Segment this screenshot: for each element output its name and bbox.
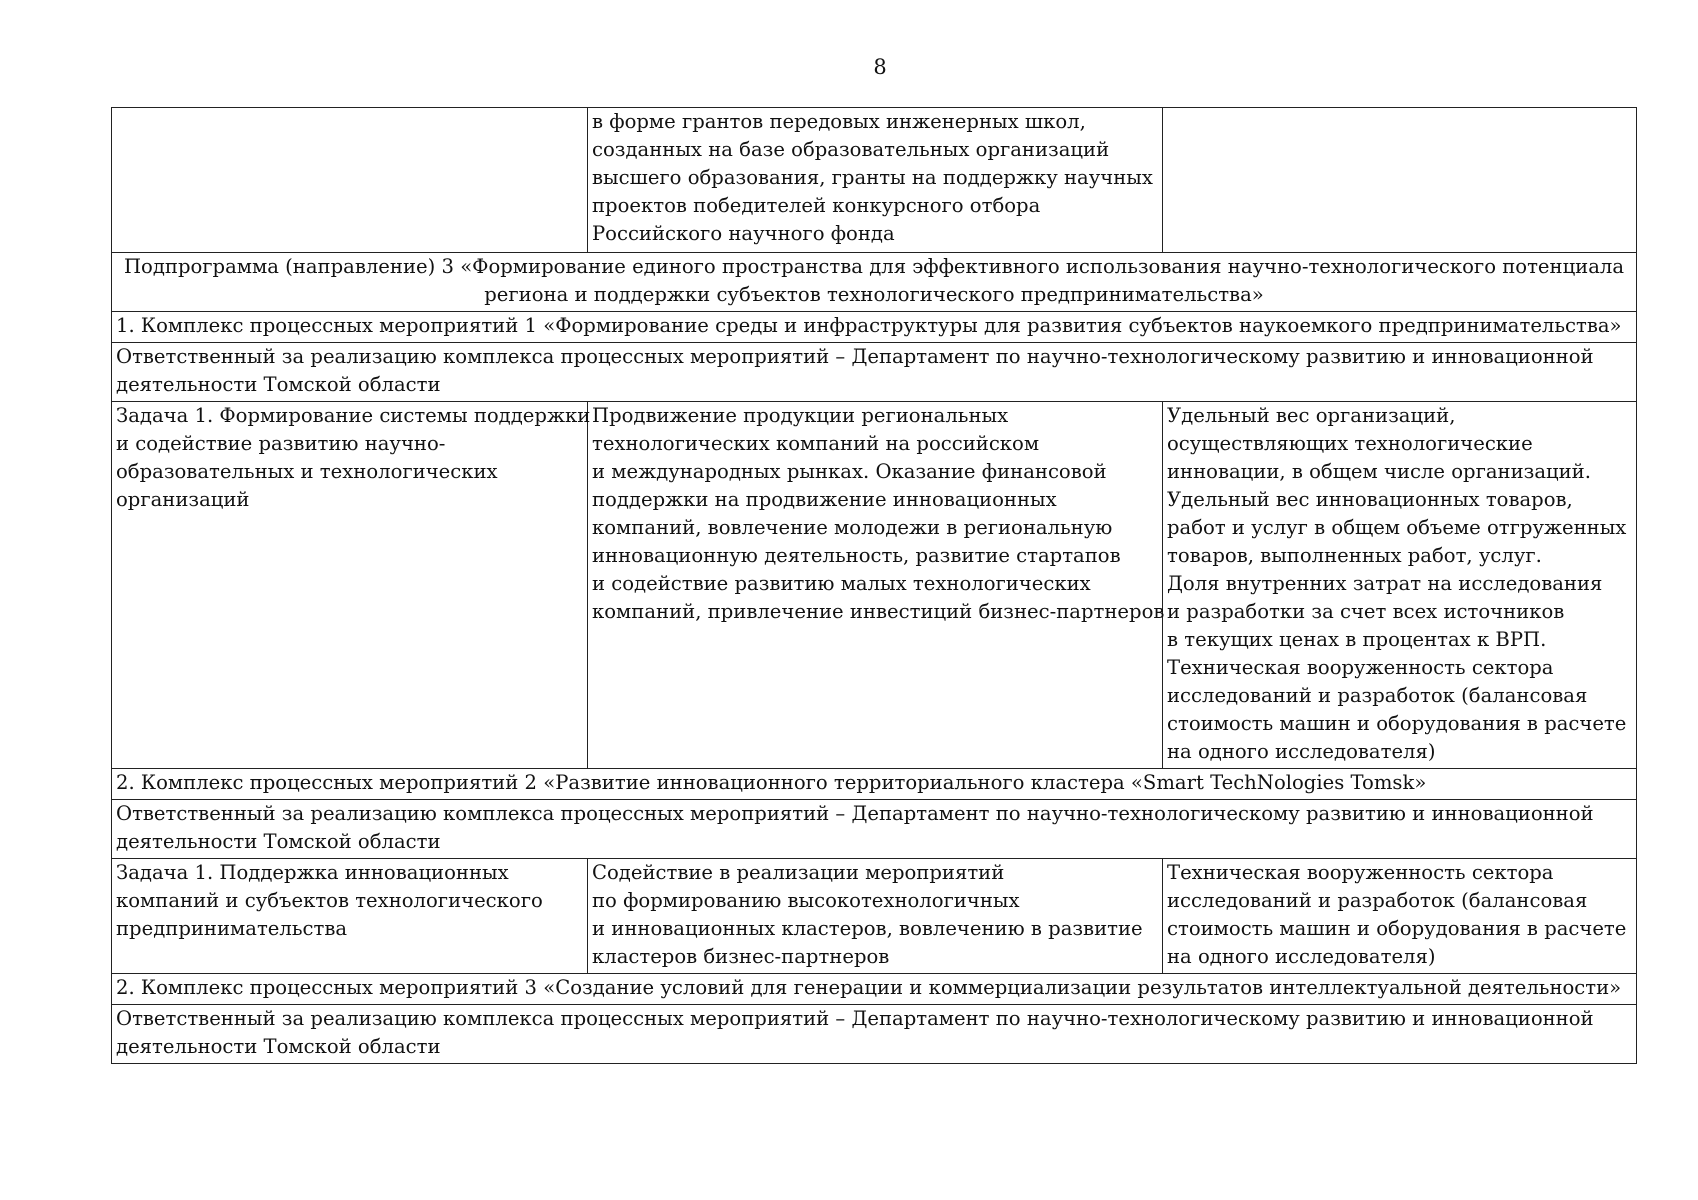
text-line: Задача 1. Поддержка инновационных	[116, 861, 509, 884]
table-cell-activity	[588, 402, 1163, 769]
text-line: 1. Комплекс процессных мероприятий 1 «Формирование среды и инфраструктуры для развития субъектов наукоемкого предпринимательства»	[116, 314, 1622, 337]
text-line: организаций	[116, 488, 250, 511]
text-line: Доля внутренних затрат на исследования	[1167, 572, 1603, 595]
responsible-row	[112, 1005, 1637, 1064]
text-line: компаний, привлечение инвестиций бизнес-партнеров	[592, 600, 1165, 623]
complex-title	[112, 312, 1637, 343]
text-line: деятельности Томской области	[116, 830, 441, 853]
text-line: поддержки на продвижение инновационных	[592, 488, 1057, 511]
text-line: созданных на базе образовательных организаций	[592, 138, 1110, 161]
table-cell-task	[112, 402, 591, 769]
text-line: и содействие развитию научно-	[116, 432, 446, 455]
text-line: компаний, вовлечение молодежи в региональную	[592, 516, 1113, 539]
responsible-row	[112, 800, 1637, 859]
text-line: компаний и субъектов технологического	[116, 889, 543, 912]
text-line: стоимость машин и оборудования в расчете	[1167, 917, 1627, 940]
table-cell-indicators	[1163, 859, 1637, 974]
text-line: высшего образования, гранты на поддержку научных	[592, 166, 1153, 189]
text-line: по формированию высокотехнологичных	[592, 889, 1020, 912]
text-line: инновации, в общем числе организаций.	[1167, 460, 1591, 483]
text-line: Ответственный за реализацию комплекса процессных мероприятий – Департамент по научно-технологическому развитию и инновационной	[116, 1007, 1594, 1030]
text-line: стоимость машин и оборудования в расчете	[1167, 712, 1627, 735]
text-line: и международных рынках. Оказание финансовой	[592, 460, 1107, 483]
text-line: и содействие развитию малых технологических	[592, 572, 1091, 595]
text-line: на одного исследователя)	[1167, 945, 1436, 968]
table-row	[112, 859, 1637, 974]
complex-header-row	[112, 974, 1637, 1005]
text-line: Задача 1. Формирование системы поддержки	[116, 404, 591, 427]
text-line: Техническая вооруженность сектора	[1167, 861, 1554, 884]
text-line: Содействие в реализации мероприятий	[592, 861, 1005, 884]
table-cell-task	[112, 859, 588, 974]
complex-title	[112, 974, 1637, 1005]
table-cell-indicators	[1163, 402, 1637, 769]
text-line: деятельности Томской области	[116, 1035, 441, 1058]
text-line: и разработки за счет всех источников	[1167, 600, 1565, 623]
table-cell-activity	[588, 859, 1163, 974]
responsible-text	[112, 800, 1637, 859]
text-line: предпринимательства	[116, 917, 348, 940]
text-line: исследований и разработок (балансовая	[1167, 684, 1588, 707]
responsible-text	[112, 1005, 1637, 1064]
text-line: осуществляющих технологические	[1167, 432, 1533, 455]
text-line: Российского научного фонда	[592, 222, 895, 245]
text-line: деятельности Томской области	[116, 373, 441, 396]
subprogram-header-row	[112, 253, 1637, 312]
table-cell-empty	[1163, 108, 1637, 253]
text-line: инновационную деятельность, развитие стартапов	[592, 544, 1121, 567]
text-line: образовательных и технологических	[116, 460, 498, 483]
table-cell-activity	[588, 108, 1163, 253]
table-cell-empty	[112, 108, 588, 253]
text-line: проектов победителей конкурсного отбора	[592, 194, 1041, 217]
subprogram-title	[112, 253, 1637, 312]
text-line: товаров, выполненных работ, услуг.	[1167, 544, 1542, 567]
page-number: 8	[873, 55, 887, 79]
table-row	[112, 108, 1637, 253]
text-line: Продвижение продукции региональных	[592, 404, 1009, 427]
text-line: Удельный вес организаций,	[1167, 404, 1456, 427]
text-line: 2. Комплекс процессных мероприятий 3 «Создание условий для генерации и коммерциализации результатов интеллектуальной деятельности»	[116, 976, 1622, 999]
program-table	[111, 107, 1637, 1064]
text-line: исследований и разработок (балансовая	[1167, 889, 1588, 912]
text-line: работ и услуг в общем объеме отгруженных	[1167, 516, 1627, 539]
text-line: региона и поддержки субъектов технологического предпринимательства»	[484, 283, 1264, 306]
text-line: и инновационных кластеров, вовлечению в развитие	[592, 917, 1143, 940]
text-line: Подпрограмма (направление) 3 «Формирование единого пространства для эффективного использования научно-технологического потенциала	[123, 255, 1625, 278]
table-row	[112, 402, 1637, 769]
responsible-text	[112, 343, 1637, 402]
text-line: Ответственный за реализацию комплекса процессных мероприятий – Департамент по научно-технологическому развитию и инновационной	[116, 345, 1594, 368]
complex-header-row	[112, 312, 1637, 343]
complex-title	[112, 769, 1637, 800]
complex-header-row	[112, 769, 1637, 800]
responsible-row	[112, 343, 1637, 402]
text-line: технологических компаний на российском	[592, 432, 1040, 455]
text-line: 2. Комплекс процессных мероприятий 2 «Развитие инновационного территориального кластера «Smart TechNologies Tomsk»	[116, 771, 1427, 794]
text-line: Техническая вооруженность сектора	[1167, 656, 1554, 679]
text-line: Удельный вес инновационных товаров,	[1167, 488, 1573, 511]
text-line: на одного исследователя)	[1167, 740, 1436, 763]
text-line: в форме грантов передовых инженерных школ,	[592, 110, 1086, 133]
text-line: Ответственный за реализацию комплекса процессных мероприятий – Департамент по научно-технологическому развитию и инновационной	[116, 802, 1594, 825]
text-line: в текущих ценах в процентах к ВРП.	[1167, 628, 1547, 651]
text-line: кластеров бизнес-партнеров	[592, 945, 890, 968]
